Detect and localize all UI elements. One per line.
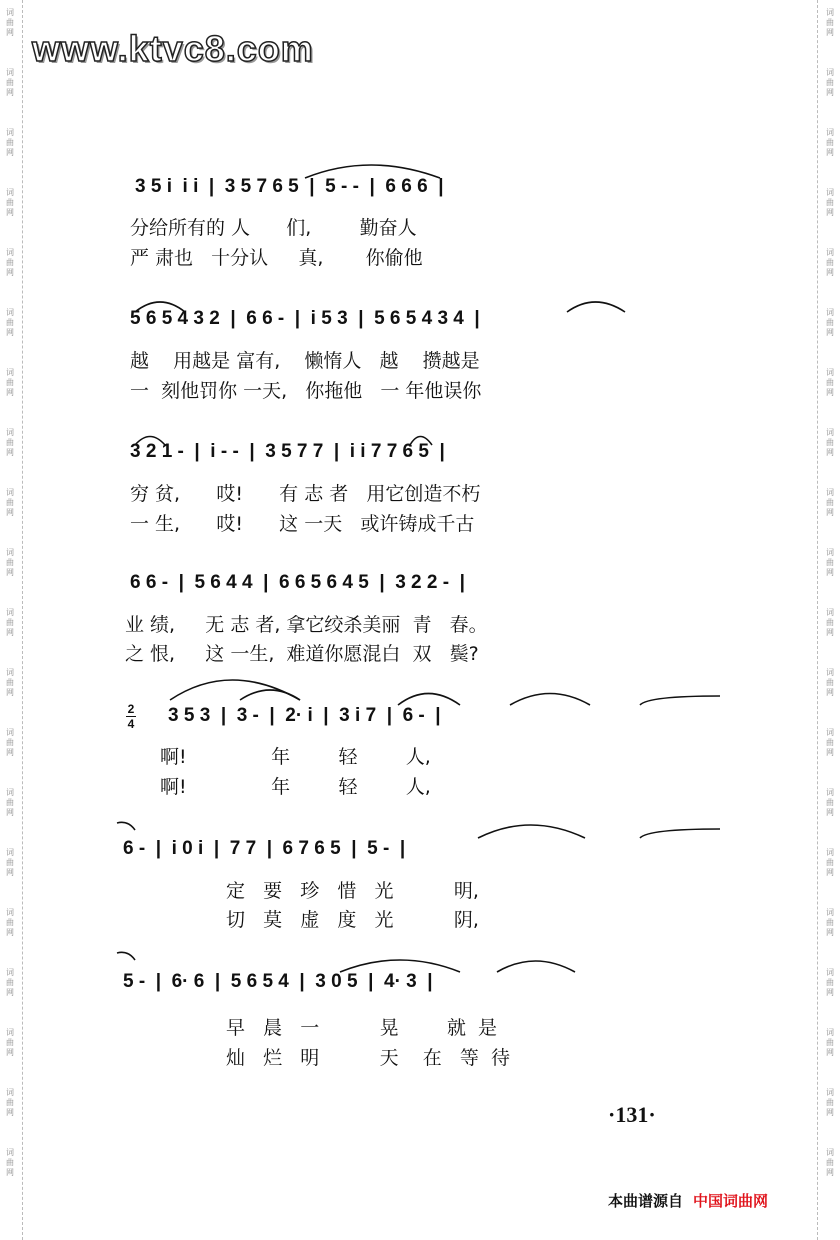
lyrics-row-4-verse-2: 之 恨, 这 一生, 难道你愿混白 双 鬓? (125, 643, 479, 665)
side-watermark-glyphs: 词 曲 网 (6, 188, 14, 217)
side-watermark-glyphs: 词 曲 网 (6, 1088, 14, 1117)
side-watermark-glyphs: 词 曲 网 (826, 548, 834, 577)
side-watermark-glyphs: 词 曲 网 (826, 668, 834, 697)
lyrics-row-2-verse-2: 一 刻他罚你 一天, 你拖他 一 年他误你 (130, 380, 482, 402)
side-watermark-glyphs: 词 曲 网 (6, 1028, 14, 1057)
side-watermark-glyphs: 词 曲 网 (6, 128, 14, 157)
source-site: 中国词曲网 (693, 1192, 769, 1210)
source-credit (608, 1190, 768, 1211)
source-label: 本曲谱源自 (608, 1192, 684, 1210)
notation-row-7: 5 - | 6· 6 | 5 6 5 4 | 3 0 5 | 4· 3 | (123, 971, 433, 992)
side-watermark-glyphs: 词 曲 网 (826, 248, 834, 277)
page-number: ·131· (608, 1102, 656, 1127)
notation-row-1: 3 5 i i i | 3 5 7 6 5 | 5 - - | 6 6 6 | (135, 176, 444, 197)
lyrics-row-7-verse-1: 早 晨 一 晃 就 是 (226, 1017, 498, 1039)
side-watermark-glyphs: 词 曲 网 (826, 848, 834, 877)
side-watermark-glyphs: 词 曲 网 (826, 788, 834, 817)
lyrics-row-5-verse-1: 啊! 年 轻 人, (160, 746, 431, 768)
lyrics-row-2-verse-1: 越 用越是 富有, 懒惰人 越 攒越是 (130, 350, 480, 372)
lyrics-row-3-verse-2: 一 生, 哎! 这 一天 或许铸成千古 (130, 513, 475, 535)
site-watermark: www.ktvc8.com (32, 28, 314, 69)
side-watermark-glyphs: 词 曲 网 (6, 8, 14, 37)
side-watermark-glyphs: 词 曲 网 (6, 548, 14, 577)
lyrics-row-6-verse-2: 切 莫 虚 度 光 阴, (226, 909, 479, 931)
side-watermark-glyphs: 词 曲 网 (826, 308, 834, 337)
side-watermark-glyphs: 词 曲 网 (826, 8, 834, 37)
side-watermark-glyphs: 词 曲 网 (826, 188, 834, 217)
lyrics-row-7-verse-2: 灿 烂 明 天 在 等 待 (226, 1047, 510, 1069)
side-watermark-glyphs: 词 曲 网 (826, 608, 834, 637)
side-watermark-glyphs: 词 曲 网 (6, 308, 14, 337)
side-watermark-glyphs: 词 曲 网 (6, 608, 14, 637)
side-watermark-glyphs: 词 曲 网 (826, 1148, 834, 1177)
side-watermark-glyphs: 词 曲 网 (6, 788, 14, 817)
lyrics-row-4-verse-1: 业 绩, 无 志 者, 拿它绞杀美丽 青 春。 (125, 614, 488, 636)
side-watermark-glyphs: 词 曲 网 (6, 848, 14, 877)
notation-row-3: 3 2 1 - | i - - | 3 5 7 7 | i i 7 7 6 5 | (130, 441, 445, 462)
side-watermark-glyphs: 词 曲 网 (6, 668, 14, 697)
lyrics-row-1-verse-2: 严 肃也 十分认 真, 你偷他 (130, 247, 423, 269)
lyrics-row-5-verse-2: 啊! 年 轻 人, (160, 776, 431, 798)
side-watermark-glyphs: 词 曲 网 (826, 428, 834, 457)
side-watermark-glyphs: 词 曲 网 (826, 968, 834, 997)
side-watermark-glyphs: 词 曲 网 (6, 68, 14, 97)
side-watermark-glyphs: 词 曲 网 (826, 728, 834, 757)
lyrics-row-3-verse-1: 穷 贫, 哎! 有 志 者 用它创造不朽 (130, 483, 481, 505)
side-watermark-glyphs: 词 曲 网 (826, 68, 834, 97)
side-watermark-glyphs: 词 曲 网 (826, 908, 834, 937)
time-signature-bottom: 4 (127, 717, 135, 731)
side-watermark-glyphs: 词 曲 网 (826, 1028, 834, 1057)
side-watermark-glyphs: 词 曲 网 (6, 968, 14, 997)
side-watermark-glyphs: 词 曲 网 (6, 908, 14, 937)
side-watermark-glyphs: 词 曲 网 (826, 128, 834, 157)
notation-row-4: 6 6 - | 5 6 4 4 | 6 6 5 6 4 5 | 3 2 2 - | (130, 572, 465, 593)
side-watermark-glyphs: 词 曲 网 (6, 1148, 14, 1177)
side-watermark-glyphs: 词 曲 网 (6, 248, 14, 277)
lyrics-row-1-verse-1: 分给所有的 人 们, 勤奋人 (130, 217, 417, 239)
time-signature-top: 2 (127, 702, 135, 716)
notation-row-5: 3 5 3 | 3 - | 2· i | 3 i 7 | 6 - | (168, 705, 441, 726)
side-watermark-glyphs: 词 曲 网 (6, 488, 14, 517)
lyrics-row-6-verse-1: 定 要 珍 惜 光 明, (226, 880, 479, 902)
notation-row-2: 5 6 5 4 3 2 | 6 6 - | i 5 3 | 5 6 5 4 3 4 | (130, 308, 480, 329)
side-watermark-glyphs: 词 曲 网 (6, 368, 14, 397)
side-watermark-glyphs: 词 曲 网 (6, 728, 14, 757)
side-watermark-glyphs: 词 曲 网 (826, 1088, 834, 1117)
side-watermark-glyphs: 词 曲 网 (826, 488, 834, 517)
side-watermark-glyphs: 词 曲 网 (6, 428, 14, 457)
side-watermark-glyphs: 词 曲 网 (826, 368, 834, 397)
notation-row-6: 6 - | i 0 i | 7 7 | 6 7 6 5 | 5 - | (123, 838, 406, 859)
